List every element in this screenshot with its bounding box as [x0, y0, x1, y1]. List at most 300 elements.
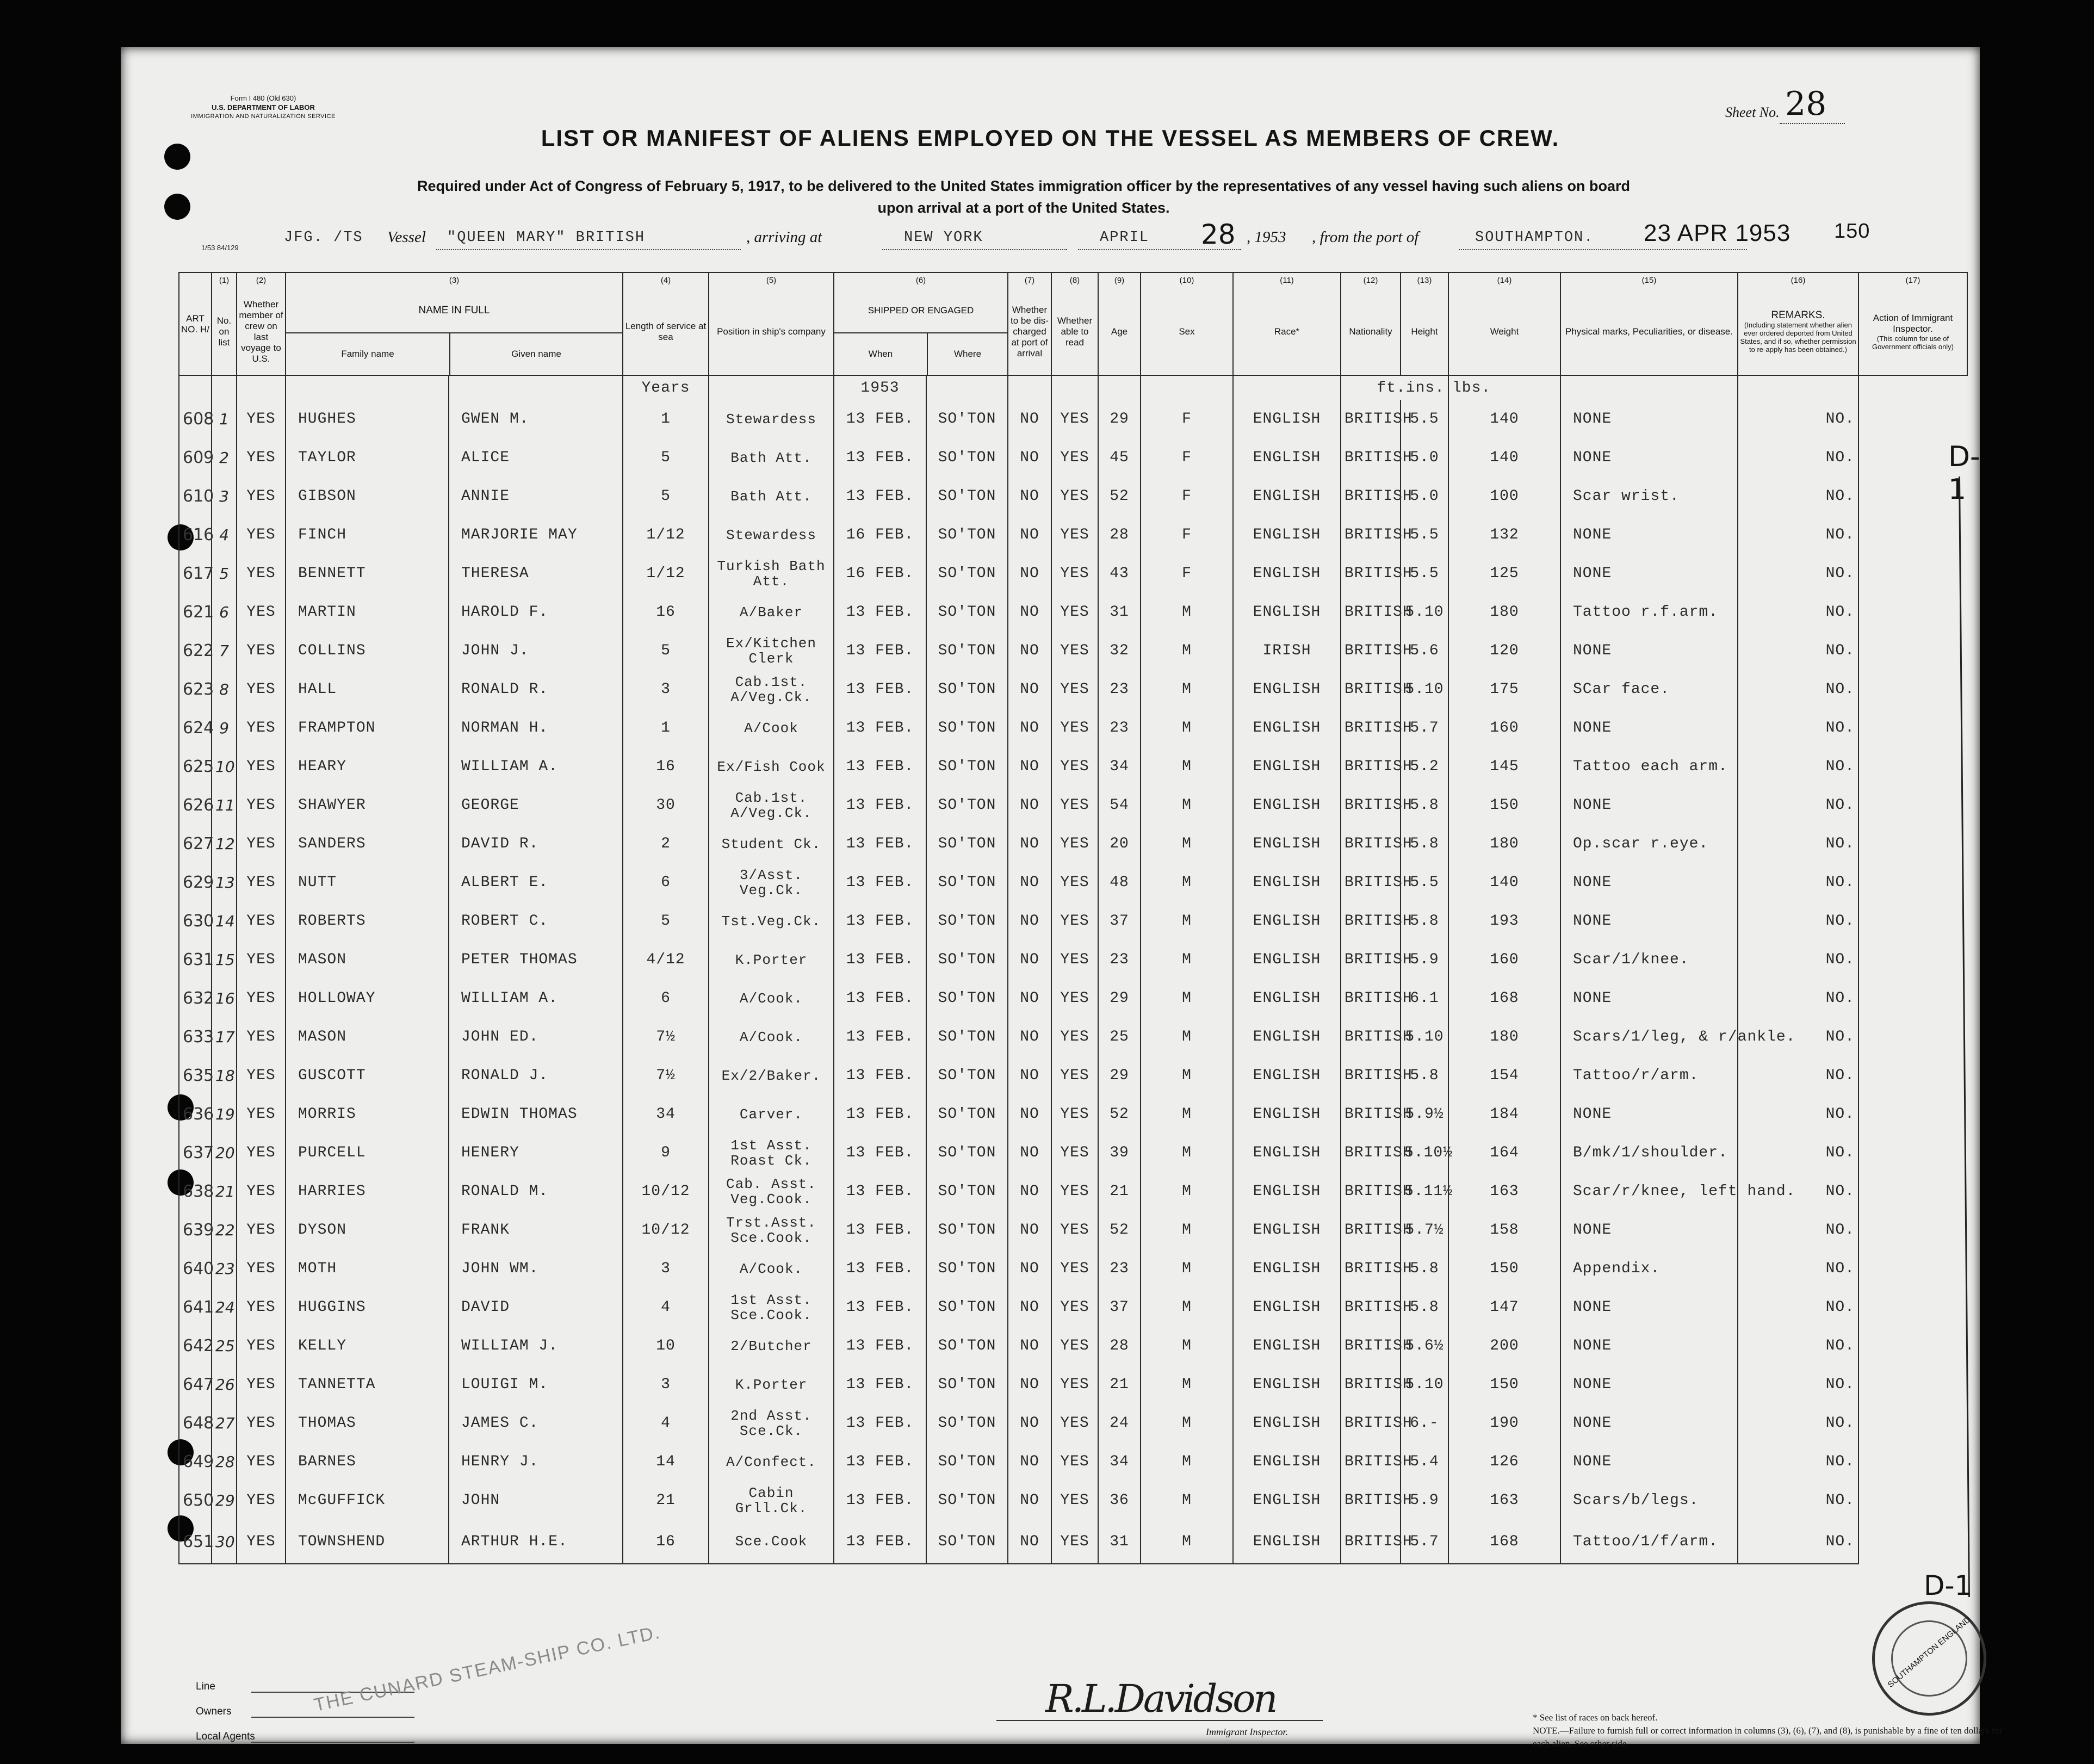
family-name-cell: MASON — [286, 940, 449, 979]
when-cell: 13 FEB. — [834, 1520, 926, 1564]
weight-cell: 126 — [1448, 1443, 1560, 1481]
sex-cell: F — [1141, 516, 1233, 554]
discharge-cell: NO — [1008, 593, 1051, 632]
nationality-cell: BRITISH — [1341, 1481, 1401, 1520]
member-cell: YES — [237, 516, 286, 554]
where-cell: SO'TON — [926, 477, 1008, 516]
weight-cell: 145 — [1448, 747, 1560, 786]
weight-cell: 150 — [1448, 1249, 1560, 1288]
read-cell: YES — [1051, 670, 1098, 709]
list-number: 2 — [212, 438, 237, 477]
art-number: 650 — [179, 1481, 212, 1520]
length-cell: 30 — [623, 786, 709, 825]
height-cell: 5.10 — [1401, 1018, 1448, 1056]
line-label: Line — [196, 1681, 215, 1692]
art-number: 648 — [179, 1404, 212, 1443]
race-cell: ENGLISH — [1233, 1056, 1341, 1095]
discharge-cell: NO — [1008, 1404, 1051, 1443]
given-name-cell: JOHN ED. — [449, 1018, 623, 1056]
remarks-cell: NO. — [1738, 1211, 1858, 1249]
remarks-cell: NO. — [1738, 786, 1858, 825]
document-title: LIST OR MANIFEST OF ALIENS EMPLOYED ON THE VESSEL AS MEMBERS OF CREW. — [541, 125, 1560, 151]
remarks-cell: NO. — [1738, 1249, 1858, 1288]
member-cell: YES — [237, 1327, 286, 1365]
read-cell: YES — [1051, 1365, 1098, 1404]
marks-cell: Scar/r/knee, left hand. — [1560, 1172, 1738, 1211]
when-cell: 13 FEB. — [834, 632, 926, 670]
list-number: 11 — [212, 786, 237, 825]
footer-note — [1533, 1711, 2011, 1750]
age-cell: 34 — [1098, 747, 1141, 786]
table-row — [179, 1172, 1967, 1211]
race-cell: ENGLISH — [1233, 1211, 1341, 1249]
member-cell: YES — [237, 1288, 286, 1327]
units-row — [179, 375, 1967, 400]
family-name-cell: HUGGINS — [286, 1288, 449, 1327]
header-sex: Sex — [1141, 288, 1233, 375]
race-cell: ENGLISH — [1233, 825, 1341, 863]
nationality-cell: BRITISH — [1341, 1288, 1401, 1327]
header-c17: (17) — [1858, 273, 1967, 288]
signature-line — [996, 1720, 1323, 1721]
member-cell: YES — [237, 825, 286, 863]
given-name-cell: RONALD M. — [449, 1172, 623, 1211]
weight-unit: lbs. — [1448, 375, 1560, 400]
nationality-cell: BRITISH — [1341, 902, 1401, 940]
position-cell: 1st Asst. Roast Ck. — [709, 1134, 834, 1172]
family-name-cell: KELLY — [286, 1327, 449, 1365]
when-cell: 13 FEB. — [834, 1018, 926, 1056]
where-cell: SO'TON — [926, 1288, 1008, 1327]
discharge-cell: NO — [1008, 709, 1051, 747]
list-number: 27 — [212, 1404, 237, 1443]
given-name-cell: ALBERT E. — [449, 863, 623, 902]
member-cell: YES — [237, 1365, 286, 1404]
list-number: 3 — [212, 477, 237, 516]
discharge-cell: NO — [1008, 1481, 1051, 1520]
where-cell: SO'TON — [926, 825, 1008, 863]
member-cell: YES — [237, 1404, 286, 1443]
manifest-rows — [179, 375, 1967, 1564]
sex-cell: M — [1141, 1134, 1233, 1172]
nationality-cell: BRITISH — [1341, 825, 1401, 863]
marks-cell: NONE — [1560, 400, 1738, 438]
when-cell: 13 FEB. — [834, 940, 926, 979]
nationality-cell: BRITISH — [1341, 477, 1401, 516]
form-number: Form I 480 (Old 630) — [230, 94, 296, 102]
height-cell: 5.10 — [1401, 670, 1448, 709]
remarks-cell: NO. — [1738, 1327, 1858, 1365]
vessel-name: "QUEEN MARY" BRITISH — [447, 230, 646, 246]
header-nationality: Nationality — [1341, 288, 1401, 375]
height-cell: 5.10 — [1401, 1365, 1448, 1404]
nationality-cell: BRITISH — [1341, 786, 1401, 825]
race-cell: ENGLISH — [1233, 554, 1341, 593]
height-cell: 5.6½ — [1401, 1327, 1448, 1365]
age-cell: 21 — [1098, 1172, 1141, 1211]
length-cell: 16 — [623, 747, 709, 786]
family-name-cell: NUTT — [286, 863, 449, 902]
height-cell: 6.- — [1401, 1404, 1448, 1443]
position-cell: 2nd Asst. Sce.Ck. — [709, 1404, 834, 1443]
nationality-cell: BRITISH — [1341, 632, 1401, 670]
sex-cell: M — [1141, 940, 1233, 979]
inspector-label: Immigrant Inspector. — [1206, 1726, 1288, 1737]
marks-cell: NONE — [1560, 1365, 1738, 1404]
given-name-cell: EDWIN THOMAS — [449, 1095, 623, 1134]
sex-cell: M — [1141, 709, 1233, 747]
when-cell: 13 FEB. — [834, 1404, 926, 1443]
position-cell: A/Cook. — [709, 1249, 834, 1288]
family-name-cell: PURCELL — [286, 1134, 449, 1172]
header-height: Height — [1401, 288, 1448, 375]
art-number: 638 — [179, 1172, 212, 1211]
header-c11: (11) — [1233, 273, 1341, 288]
position-cell: Cab.1st. A/Veg.Ck. — [709, 670, 834, 709]
race-cell: ENGLISH — [1233, 1520, 1341, 1564]
table-row — [179, 632, 1967, 670]
given-name-cell: JAMES C. — [449, 1404, 623, 1443]
read-cell: YES — [1051, 438, 1098, 477]
given-name-cell: HENERY — [449, 1134, 623, 1172]
table-row — [179, 902, 1967, 940]
list-number: 20 — [212, 1134, 237, 1172]
table-row — [179, 1365, 1967, 1404]
where-cell: SO'TON — [926, 632, 1008, 670]
remarks-cell: NO. — [1738, 825, 1858, 863]
where-cell: SO'TON — [926, 786, 1008, 825]
table-row — [179, 477, 1967, 516]
art-number: 636 — [179, 1095, 212, 1134]
when-cell: 13 FEB. — [834, 1481, 926, 1520]
art-number: 640 — [179, 1249, 212, 1288]
art-number: 651 — [179, 1520, 212, 1564]
list-number: 18 — [212, 1056, 237, 1095]
art-number: 639 — [179, 1211, 212, 1249]
length-cell: 16 — [623, 593, 709, 632]
length-cell: 4 — [623, 1288, 709, 1327]
header-c4: (4) — [623, 273, 709, 288]
discharge-cell: NO — [1008, 1211, 1051, 1249]
family-name-cell: TAYLOR — [286, 438, 449, 477]
list-number: 7 — [212, 632, 237, 670]
marks-cell: Tattoo r.f.arm. — [1560, 593, 1738, 632]
height-cell: 5.8 — [1401, 902, 1448, 940]
marks-cell: NONE — [1560, 786, 1738, 825]
length-cell: 4 — [623, 1404, 709, 1443]
remarks-cell: NO. — [1738, 709, 1858, 747]
owners-field — [251, 1717, 414, 1718]
table-row — [179, 1018, 1967, 1056]
height-cell: 5.7½ — [1401, 1211, 1448, 1249]
where-cell: SO'TON — [926, 940, 1008, 979]
where-cell: SO'TON — [926, 1172, 1008, 1211]
member-cell: YES — [237, 632, 286, 670]
list-number: 21 — [212, 1172, 237, 1211]
position-cell: Carver. — [709, 1095, 834, 1134]
when-cell: 13 FEB. — [834, 1211, 926, 1249]
sex-cell: M — [1141, 1481, 1233, 1520]
table-row — [179, 1481, 1967, 1520]
family-name-cell: HALL — [286, 670, 449, 709]
art-number: 629 — [179, 863, 212, 902]
table-row — [179, 1327, 1967, 1365]
family-name-cell: HEARY — [286, 747, 449, 786]
family-name-cell: McGUFFICK — [286, 1481, 449, 1520]
discharge-cell: NO — [1008, 747, 1051, 786]
where-cell: SO'TON — [926, 516, 1008, 554]
age-cell: 34 — [1098, 1443, 1141, 1481]
height-cell: 5.0 — [1401, 477, 1448, 516]
remarks-cell: NO. — [1738, 1134, 1858, 1172]
length-cell: 1 — [623, 400, 709, 438]
table-row — [179, 940, 1967, 979]
where-cell: SO'TON — [926, 1134, 1008, 1172]
length-cell: 1/12 — [623, 516, 709, 554]
age-cell: 28 — [1098, 1327, 1141, 1365]
when-cell: 13 FEB. — [834, 1365, 926, 1404]
header-c9: (9) — [1098, 273, 1141, 288]
inspector-signature: R.L.Davidson — [1045, 1676, 1276, 1721]
weight-cell: 100 — [1448, 477, 1560, 516]
nationality-cell: BRITISH — [1341, 1018, 1401, 1056]
table-row — [179, 709, 1967, 747]
table-row — [179, 593, 1967, 632]
remarks-cell: NO. — [1738, 1365, 1858, 1404]
nationality-cell: BRITISH — [1341, 670, 1401, 709]
local-agents-label: Local Agents — [196, 1731, 255, 1742]
family-name-cell: GUSCOTT — [286, 1056, 449, 1095]
height-cell: 5.8 — [1401, 786, 1448, 825]
read-cell: YES — [1051, 1443, 1098, 1481]
length-cell: 9 — [623, 1134, 709, 1172]
height-cell: 5.8 — [1401, 1288, 1448, 1327]
arrival-port: NEW YORK — [904, 230, 983, 246]
family-name-cell: MASON — [286, 1018, 449, 1056]
member-cell: YES — [237, 709, 286, 747]
discharge-cell: NO — [1008, 400, 1051, 438]
table-row — [179, 1211, 1967, 1249]
weight-cell: 193 — [1448, 902, 1560, 940]
header-no-on-list: No. on list — [212, 288, 237, 375]
shipped-label: SHIPPED OR ENGAGED — [834, 289, 1007, 333]
read-cell: YES — [1051, 1327, 1098, 1365]
marks-cell: NONE — [1560, 863, 1738, 902]
table-row — [179, 747, 1967, 786]
sex-cell: M — [1141, 670, 1233, 709]
subtitle-line-2: upon arrival at a port of the United States. — [877, 200, 1170, 216]
weight-cell: 132 — [1448, 516, 1560, 554]
art-number: 637 — [179, 1134, 212, 1172]
family-name-cell: DYSON — [286, 1211, 449, 1249]
when-cell: 13 FEB. — [834, 902, 926, 940]
age-cell: 29 — [1098, 400, 1141, 438]
age-cell: 20 — [1098, 825, 1141, 863]
art-number: 625 — [179, 747, 212, 786]
marks-cell: Tattoo each arm. — [1560, 747, 1738, 786]
length-cell: 6 — [623, 863, 709, 902]
form-reference — [182, 94, 345, 121]
list-number: 19 — [212, 1095, 237, 1134]
date-stamp: 23 APR 1953 — [1644, 220, 1791, 246]
race-cell: ENGLISH — [1233, 477, 1341, 516]
where-cell: SO'TON — [926, 593, 1008, 632]
weight-cell: 200 — [1448, 1327, 1560, 1365]
discharge-cell: NO — [1008, 670, 1051, 709]
read-cell: YES — [1051, 1520, 1098, 1564]
table-row — [179, 1443, 1967, 1481]
member-cell: YES — [237, 1018, 286, 1056]
weight-cell: 140 — [1448, 400, 1560, 438]
sex-cell: F — [1141, 477, 1233, 516]
when-cell: 13 FEB. — [834, 979, 926, 1018]
when-cell: 13 FEB. — [834, 786, 926, 825]
art-number: 623 — [179, 670, 212, 709]
age-cell: 29 — [1098, 1056, 1141, 1095]
arrival-month: APRIL — [1100, 230, 1150, 246]
discharge-cell: NO — [1008, 1134, 1051, 1172]
length-cell: 10/12 — [623, 1172, 709, 1211]
race-cell: ENGLISH — [1233, 1095, 1341, 1134]
race-cell: ENGLISH — [1233, 1365, 1341, 1404]
given-name-cell: JOHN — [449, 1481, 623, 1520]
table-row — [179, 863, 1967, 902]
when-cell: 13 FEB. — [834, 670, 926, 709]
weight-cell: 140 — [1448, 863, 1560, 902]
remarks-cell: NO. — [1738, 670, 1858, 709]
sheet-number — [1725, 85, 1827, 123]
header-c6: (6) — [834, 273, 1008, 288]
discharge-cell: NO — [1008, 1249, 1051, 1288]
marks-cell: NONE — [1560, 554, 1738, 593]
where-cell: SO'TON — [926, 747, 1008, 786]
nationality-cell: BRITISH — [1341, 940, 1401, 979]
when-cell: 13 FEB. — [834, 1288, 926, 1327]
length-cell: 10 — [623, 1327, 709, 1365]
read-cell: YES — [1051, 593, 1098, 632]
position-cell: Cab. Asst. Veg.Cook. — [709, 1172, 834, 1211]
weight-cell: 147 — [1448, 1288, 1560, 1327]
height-cell: 5.8 — [1401, 1056, 1448, 1095]
when-cell: 13 FEB. — [834, 863, 926, 902]
nationality-cell: BRITISH — [1341, 1520, 1401, 1564]
age-cell: 23 — [1098, 940, 1141, 979]
sex-cell: M — [1141, 593, 1233, 632]
race-cell: ENGLISH — [1233, 709, 1341, 747]
discharge-cell: NO — [1008, 825, 1051, 863]
family-name-cell: SHAWYER — [286, 786, 449, 825]
weight-cell: 154 — [1448, 1056, 1560, 1095]
given-name-cell: LOUIGI M. — [449, 1365, 623, 1404]
nationality-cell: BRITISH — [1341, 1134, 1401, 1172]
marks-cell: NONE — [1560, 516, 1738, 554]
sex-cell: M — [1141, 1018, 1233, 1056]
length-cell: 5 — [623, 902, 709, 940]
where-cell: SO'TON — [926, 1481, 1008, 1520]
position-cell: Cab.1st. A/Veg.Ck. — [709, 786, 834, 825]
weight-cell: 190 — [1448, 1404, 1560, 1443]
race-cell: ENGLISH — [1233, 1134, 1341, 1172]
header-length: Length of service at sea — [623, 288, 709, 375]
punch-hole — [164, 144, 190, 170]
weight-cell: 158 — [1448, 1211, 1560, 1249]
sex-cell: M — [1141, 825, 1233, 863]
discharge-cell: NO — [1008, 940, 1051, 979]
read-cell: YES — [1051, 786, 1098, 825]
read-cell: YES — [1051, 863, 1098, 902]
table-row — [179, 786, 1967, 825]
height-cell: 5.11½ — [1401, 1172, 1448, 1211]
table-row — [179, 1056, 1967, 1095]
table-row — [179, 1520, 1967, 1564]
race-cell: IRISH — [1233, 632, 1341, 670]
sex-cell: F — [1141, 400, 1233, 438]
family-name-cell: HARRIES — [286, 1172, 449, 1211]
art-number: 610 — [179, 477, 212, 516]
age-cell: 39 — [1098, 1134, 1141, 1172]
member-cell: YES — [237, 400, 286, 438]
where-cell: SO'TON — [926, 1249, 1008, 1288]
given-name-cell: WILLIAM A. — [449, 979, 623, 1018]
punch-hole — [164, 194, 190, 220]
race-cell: ENGLISH — [1233, 1327, 1341, 1365]
weight-cell: 150 — [1448, 1365, 1560, 1404]
race-cell: ENGLISH — [1233, 670, 1341, 709]
remarks-cell: NO. — [1738, 1172, 1858, 1211]
length-cell: 3 — [623, 670, 709, 709]
marks-cell: NONE — [1560, 1443, 1738, 1481]
header-c14: (14) — [1448, 273, 1560, 288]
family-name-cell: MARTIN — [286, 593, 449, 632]
position-cell: K.Porter — [709, 940, 834, 979]
header-c10: (10) — [1141, 273, 1233, 288]
sheet-count: 150 — [1834, 220, 1870, 243]
sex-cell: M — [1141, 1327, 1233, 1365]
read-cell: YES — [1051, 979, 1098, 1018]
height-cell: 5.9 — [1401, 1481, 1448, 1520]
header-weight: Weight — [1448, 288, 1560, 375]
crew-manifest-table — [178, 272, 1968, 1564]
position-cell: Turkish Bath Att. — [709, 554, 834, 593]
sex-cell: M — [1141, 1520, 1233, 1564]
position-cell: Ex/Kitchen Clerk — [709, 632, 834, 670]
age-cell: 23 — [1098, 709, 1141, 747]
position-cell: Bath Att. — [709, 438, 834, 477]
weight-cell: 164 — [1448, 1134, 1560, 1172]
manifest-page — [121, 47, 2003, 1749]
height-cell: 6.1 — [1401, 979, 1448, 1018]
position-cell: Ex/2/Baker. — [709, 1056, 834, 1095]
sheet-underline — [1780, 123, 1845, 124]
height-cell: 5.8 — [1401, 825, 1448, 863]
read-cell: YES — [1051, 1056, 1098, 1095]
age-cell: 24 — [1098, 1404, 1141, 1443]
nationality-cell: BRITISH — [1341, 1095, 1401, 1134]
where-cell: SO'TON — [926, 670, 1008, 709]
remarks-cell: NO. — [1738, 1520, 1858, 1564]
age-cell: 31 — [1098, 1520, 1141, 1564]
length-cell: 5 — [623, 438, 709, 477]
position-cell: Stewardess — [709, 400, 834, 438]
given-name-label: Given name — [511, 348, 561, 359]
sex-cell: M — [1141, 1404, 1233, 1443]
weight-cell: 168 — [1448, 1520, 1560, 1564]
departure-underline — [1459, 249, 1747, 250]
given-name-cell: RONALD R. — [449, 670, 623, 709]
nationality-cell: BRITISH — [1341, 554, 1401, 593]
discharge-cell: NO — [1008, 1288, 1051, 1327]
art-number: 630 — [179, 902, 212, 940]
